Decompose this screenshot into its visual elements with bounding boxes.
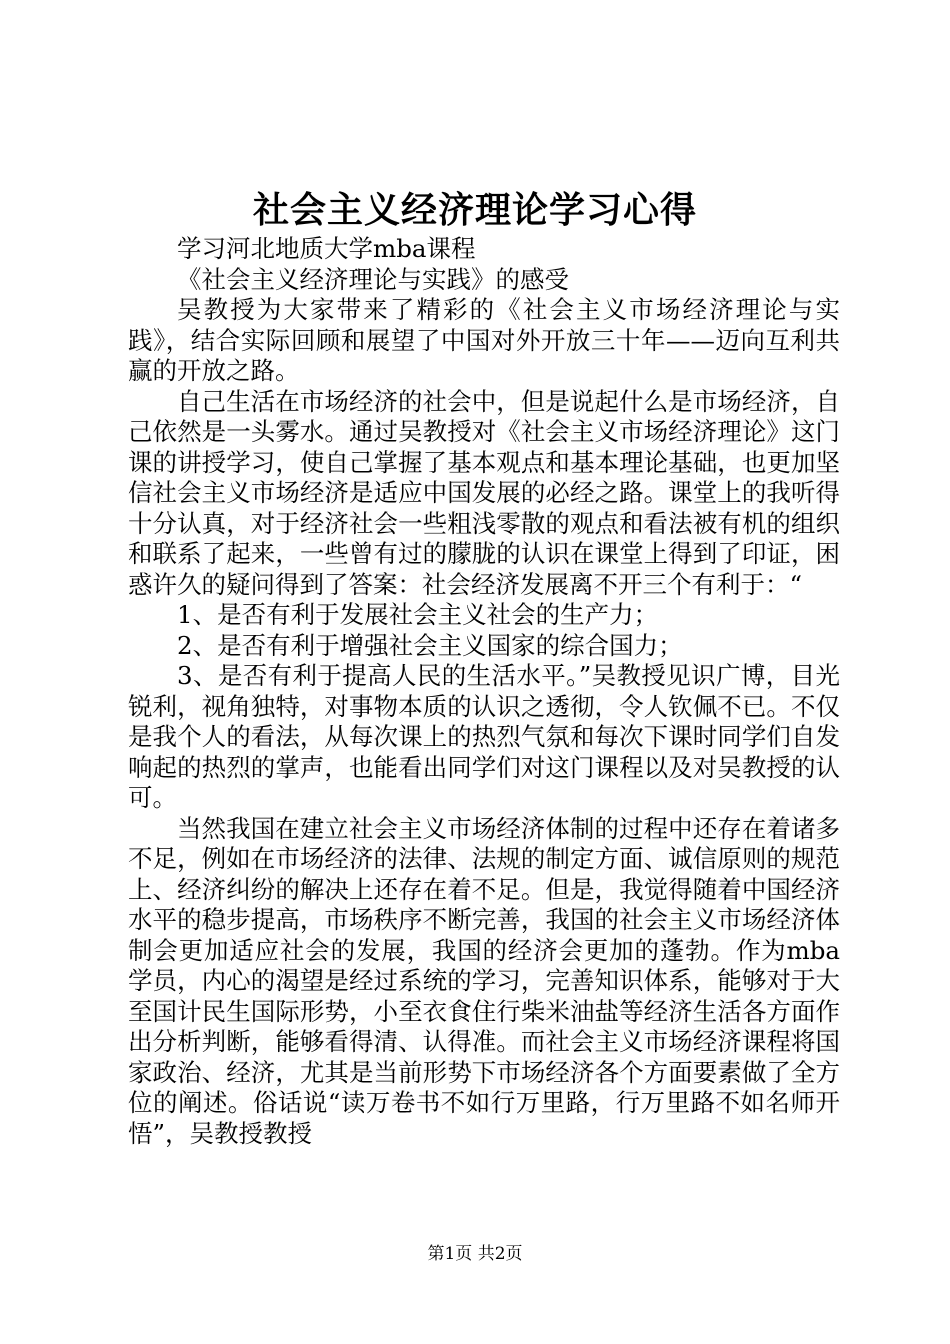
- document-title: 社会主义经济理论学习心得: [252, 189, 697, 231]
- paragraph: 《社会主义经济理论与实践》的感受: [177, 264, 569, 294]
- paragraph: 学习河北地质大学mba课程: [177, 234, 476, 263]
- paragraph: 吴教授为大家带来了精彩的《社会主义市场经济理论与实践》，结合实际回顾和展望了中国对外开放三十年——迈向互利共赢的开放之路。: [128, 295, 840, 385]
- paragraph: 2、是否有利于增强社会主义国家的综合国力；: [177, 630, 683, 660]
- paragraph: 1、是否有利于发展社会主义社会的生产力；: [177, 600, 659, 629]
- document-body: [128, 234, 840, 1149]
- paragraph: 当然我国在建立社会主义市场经济体制的过程中还存在着诸多不足，例如在市场经济的法律、法规的制定方面、诚信原则的规范上、经济纠纷的解决上还存在着不足。但是，我觉得随着中国经济水平的稳步提高，市场秩序不断完善，我国的社会主义市场经济体制会更加适应社会的发展，我国的经济会更加的蓬勃。作为mba学员，内心的渴望是经过系统的学习，完善知识体系，能够对于大至国计民生国际形势，小至衣食住行柴米油盐等经济生活各方面作出分析判断，能够看得清、认得准。而社会主义市场经济课程将国家政治、经济，尤其是当前形势下市场经济各个方面要素做了全方位的阐述。俗话说“读万卷书不如行万里路，行万里路不如名师开悟”，吴教授教授: [128, 813, 840, 1148]
- page-footer: 第1页 共2页: [427, 1244, 523, 1264]
- paragraph: 3、是否有利于提高人民的生活水平。”吴教授见识广博，目光锐利，视角独特，对事物本质的认识之透彻，令人钦佩不已。不仅是我个人的看法，从每次课上的热烈气氛和每次下课时同学们自发响起的热烈的掌声，也能看出同学们对这门课程以及对吴教授的认可。: [128, 661, 840, 812]
- paragraph: 自己生活在市场经济的社会中，但是说起什么是市场经济，自己依然是一头雾水。通过吴教授对《社会主义市场经济理论》这门课的讲授学习，使自己掌握了基本观点和基本理论基础，也更加坚信社会主义市场经济是适应中国发展的必经之路。课堂上的我听得十分认真，对于经济社会一些粗浅零散的观点和看法被有机的组织和联系了起来，一些曾有过的朦胧的认识在课堂上得到了印证，困惑许久的疑问得到了答案：社会经济发展离不开三个有利于：“: [128, 386, 840, 599]
